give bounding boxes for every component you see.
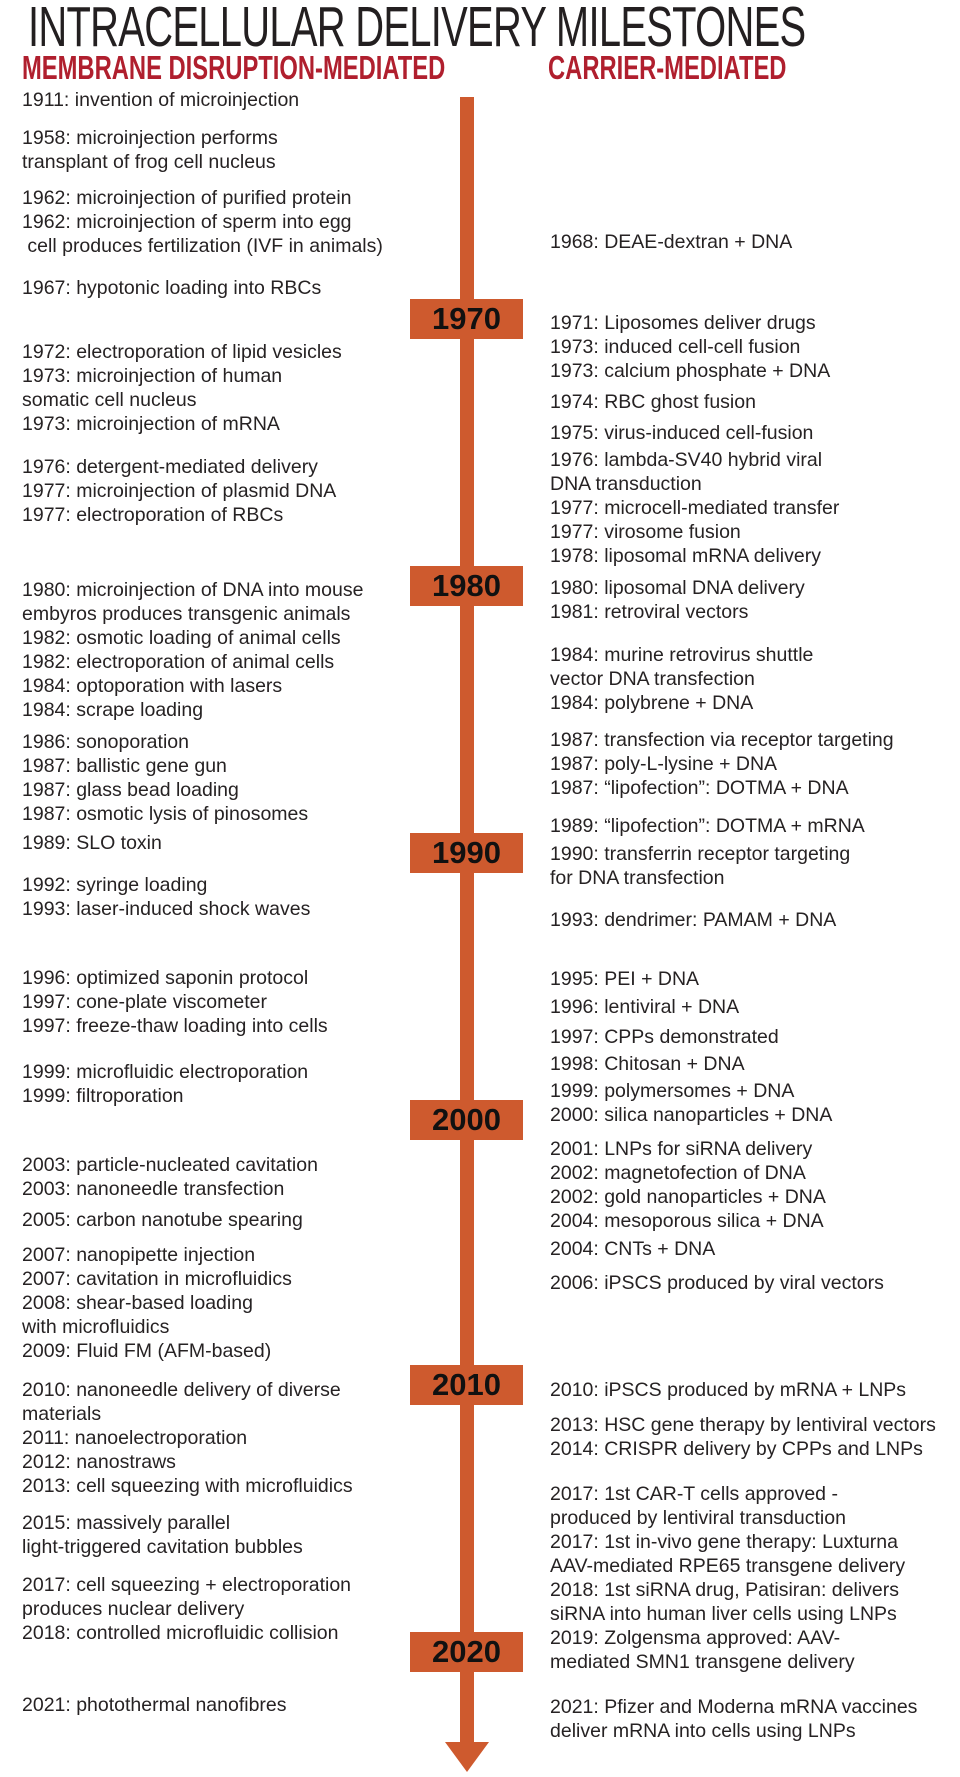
timeline-entry: 2009: Fluid FM (AFM-based): [22, 1340, 272, 1362]
timeline-entry-group: [22, 1060, 308, 1108]
timeline-entry-group: [550, 390, 756, 414]
decade-label: 1970: [432, 301, 501, 336]
timeline-entry-group: [22, 186, 383, 258]
timeline-entry-group: [550, 311, 830, 383]
timeline-entry: 2007: nanopipette injection: [22, 1244, 256, 1266]
timeline-entry-group: [550, 230, 792, 254]
timeline-entry: 1977: electroporation of RBCs: [22, 504, 284, 526]
timeline-entry: 1977: virosome fusion: [550, 521, 741, 543]
timeline-entry: 2008: shear-based loading: [22, 1292, 253, 1314]
timeline-entry-group: [22, 1208, 303, 1232]
timeline-entry: 1987: transfection via receptor targeting: [550, 729, 894, 751]
timeline-entry: 2004: mesoporous silica + DNA: [550, 1210, 824, 1232]
timeline-entry: 1958: microinjection performs: [22, 127, 278, 149]
timeline-entry: 1987: osmotic lysis of pinosomes: [22, 803, 309, 825]
timeline-entry: 2019: Zolgensma approved: AAV-: [550, 1627, 841, 1649]
timeline-entry: 1992: syringe loading: [22, 874, 208, 896]
timeline-entry: 1993: dendrimer: PAMAM + DNA: [550, 909, 837, 931]
timeline-entry: 1984: murine retrovirus shuttle: [550, 644, 814, 666]
timeline-entry: 2001: LNPs for siRNA delivery: [550, 1138, 813, 1160]
timeline-entry: light-triggered cavitation bubbles: [22, 1536, 303, 1558]
timeline-entry-group: [550, 1413, 936, 1461]
timeline-entry-group: [22, 1153, 318, 1201]
timeline-entry: 1996: optimized saponin protocol: [22, 967, 309, 989]
timeline-entry-group: [550, 643, 813, 715]
timeline-entry: 1982: osmotic loading of animal cells: [22, 627, 341, 649]
timeline-entry: 2012: nanostraws: [22, 1451, 176, 1473]
timeline-entry: 1999: polymersomes + DNA: [550, 1080, 795, 1102]
timeline-entry: 1982: electroporation of animal cells: [22, 651, 335, 673]
timeline-entry: 1998: Chitosan + DNA: [550, 1053, 745, 1075]
timeline-entry: 2003: particle-nucleated cavitation: [22, 1154, 318, 1176]
timeline-entry: 1989: SLO toxin: [22, 832, 162, 854]
timeline-entry-group: [550, 1378, 906, 1402]
decade-label: 2010: [432, 1367, 501, 1402]
timeline-entry: 2004: CNTs + DNA: [550, 1238, 716, 1260]
timeline-entry-group: [22, 1511, 303, 1559]
timeline-entry: 1976: detergent-mediated delivery: [22, 456, 318, 478]
timeline-entry-group: [550, 448, 839, 568]
timeline-entry: 2017: 1st in-vivo gene therapy: Luxturna: [550, 1531, 898, 1553]
timeline-entry: 1996: lentiviral + DNA: [550, 996, 740, 1018]
timeline-entry: 1995: PEI + DNA: [550, 968, 700, 990]
timeline-entry: 1977: microcell-mediated transfer: [550, 497, 840, 519]
timeline-entry-group: [550, 1079, 832, 1127]
timeline-entry-group: [550, 1137, 826, 1233]
timeline-entry: 2017: cell squeezing + electroporation: [22, 1574, 352, 1596]
timeline-entry: 1973: induced cell-cell fusion: [550, 336, 801, 358]
page-title: INTRACELLULAR DELIVERY MILESTONES: [28, 0, 806, 59]
timeline-entry-group: [22, 1243, 292, 1363]
timeline-entry: 1980: liposomal DNA delivery: [550, 577, 805, 599]
timeline-entry: 1984: optoporation with lasers: [22, 675, 283, 697]
timeline-entry: with microfluidics: [22, 1316, 170, 1338]
timeline-entry-group: [550, 421, 813, 445]
timeline-entry: 1984: scrape loading: [22, 699, 204, 721]
timeline-entry-group: [22, 455, 336, 527]
timeline-entry: embyros produces transgenic animals: [22, 603, 351, 625]
timeline-entry: 1973: calcium phosphate + DNA: [550, 360, 831, 382]
timeline-entry: 2017: 1st CAR-T cells approved -: [550, 1483, 838, 1505]
timeline-entry: 2015: massively parallel: [22, 1512, 231, 1534]
timeline-entry: 2002: gold nanoparticles + DNA: [550, 1186, 826, 1208]
timeline-entry: 1911: invention of microinjection: [22, 89, 300, 111]
timeline-entry: 1971: Liposomes deliver drugs: [550, 312, 816, 334]
timeline-entry-group: [550, 842, 850, 890]
timeline-entry: 2014: CRISPR delivery by CPPs and LNPs: [550, 1438, 923, 1460]
timeline-entry: 1973: microinjection of human: [22, 365, 283, 387]
timeline-entry-group: [550, 1271, 884, 1295]
decade-label: 1980: [432, 568, 501, 603]
timeline-entry-group: [22, 1693, 287, 1717]
timeline-entry: 1962: microinjection of purified protein: [22, 187, 352, 209]
timeline-entry-group: [550, 908, 836, 932]
timeline-entry: 1981: retroviral vectors: [550, 601, 749, 623]
timeline-entry: 1999: filtroporation: [22, 1085, 184, 1107]
timeline-entry: siRNA into human liver cells using LNPs: [550, 1603, 897, 1625]
timeline-entry: 2002: magnetofection of DNA: [550, 1162, 806, 1184]
timeline-entry: 1975: virus-induced cell-fusion: [550, 422, 814, 444]
timeline-entry: 2010: nanoneedle delivery of diverse: [22, 1379, 341, 1401]
timeline-entry-group: [550, 1237, 715, 1261]
timeline-entry: 2018: controlled microfluidic collision: [22, 1622, 339, 1644]
timeline-entry: transplant of frog cell nucleus: [22, 151, 276, 173]
timeline-entry: 1999: microfluidic electroporation: [22, 1061, 309, 1083]
timeline-entry: 1987: poly-L-lysine + DNA: [550, 753, 778, 775]
timeline-entry: 1977: microinjection of plasmid DNA: [22, 480, 337, 502]
timeline-entry-group: [550, 1025, 779, 1049]
timeline-entry: for DNA transfection: [550, 867, 725, 889]
timeline-entry: 2005: carbon nanotube spearing: [22, 1209, 303, 1231]
timeline-entry-group: [22, 1573, 351, 1645]
timeline-entry-group: [550, 1482, 905, 1674]
timeline-entry-group: [550, 728, 894, 800]
decade-label: 2020: [432, 1634, 501, 1669]
timeline-entry: 1972: electroporation of lipid vesicles: [22, 341, 342, 363]
timeline-entry: 1978: liposomal mRNA delivery: [550, 545, 821, 567]
timeline-entry: 1987: glass bead loading: [22, 779, 239, 801]
timeline-entry-group: [22, 126, 278, 174]
timeline-entry: materials: [22, 1403, 102, 1425]
timeline-entry: 1976: lambda-SV40 hybrid viral: [550, 449, 823, 471]
timeline-entry: 1987: ballistic gene gun: [22, 755, 227, 777]
timeline-entry: 1989: “lipofection”: DOTMA + mRNA: [550, 815, 865, 837]
timeline-entry: 1974: RBC ghost fusion: [550, 391, 756, 413]
decade-label: 1990: [432, 835, 501, 870]
timeline-entry: 2021: photothermal nanofibres: [22, 1694, 287, 1716]
timeline-entry-group: [550, 576, 805, 624]
timeline-entry: 1987: “lipofection”: DOTMA + DNA: [550, 777, 849, 799]
timeline-entry: 1997: cone-plate viscometer: [22, 991, 267, 1013]
timeline-entry-group: [22, 578, 363, 722]
timeline-entry: 2006: iPSCS produced by viral vectors: [550, 1272, 884, 1294]
timeline-entry: 1962: microinjection of sperm into egg: [22, 211, 352, 233]
timeline-entry: 1967: hypotonic loading into RBCs: [22, 277, 322, 299]
timeline-entry: 1973: microinjection of mRNA: [22, 413, 280, 435]
timeline-entry-group: [22, 831, 162, 855]
column-right-entries: [550, 0, 955, 1777]
timeline-entry-group: [22, 1378, 353, 1498]
timeline-entry: deliver mRNA into cells using LNPs: [550, 1720, 856, 1742]
timeline-entry: vector DNA transfection: [550, 668, 755, 690]
timeline-entry: 1990: transferrin receptor targeting: [550, 843, 851, 865]
timeline-entry: 2003: nanoneedle transfection: [22, 1178, 285, 1200]
timeline-entry: 2007: cavitation in microfluidics: [22, 1268, 292, 1290]
timeline-entry-group: [550, 967, 699, 991]
timeline-entry: 2018: 1st siRNA drug, Patisiran: delivers: [550, 1579, 900, 1601]
timeline-entry-group: [550, 995, 739, 1019]
timeline-entry: 1993: laser-induced shock waves: [22, 898, 311, 920]
timeline-entry: DNA transduction: [550, 473, 702, 495]
timeline-entry-group: [22, 340, 342, 436]
timeline-entry-group: [22, 730, 308, 826]
timeline-entry: 2013: cell squeezing with microfluidics: [22, 1475, 353, 1497]
decade-label: 2000: [432, 1102, 501, 1137]
timeline-entry: 1984: polybrene + DNA: [550, 692, 754, 714]
timeline-entry: 2011: nanoelectroporation: [22, 1427, 248, 1449]
timeline-entry: 1997: freeze-thaw loading into cells: [22, 1015, 328, 1037]
column-header-carrier-mediated: CARRIER-MEDIATED: [548, 49, 787, 86]
timeline-entry: cell produces fertilization (IVF in animals): [22, 235, 383, 257]
timeline-entry-group: [550, 1052, 745, 1076]
timeline-entry: 2010: iPSCS produced by mRNA + LNPs: [550, 1379, 907, 1401]
timeline-entry-group: [22, 966, 328, 1038]
timeline-entry-group: [22, 873, 310, 921]
timeline-entry: 1986: sonoporation: [22, 731, 189, 753]
timeline-entry: 2000: silica nanoparticles + DNA: [550, 1104, 833, 1126]
timeline-entry-group: [22, 88, 299, 112]
timeline-entry: mediated SMN1 transgene delivery: [550, 1651, 855, 1673]
column-header-membrane-disruption: MEMBRANE DISRUPTION-MEDIATED: [22, 49, 446, 86]
timeline-entry-group: [550, 814, 865, 838]
timeline-entry: produced by lentiviral transduction: [550, 1507, 846, 1529]
timeline-entry: somatic cell nucleus: [22, 389, 197, 411]
timeline-entry: AAV-mediated RPE65 transgene delivery: [550, 1555, 906, 1577]
timeline-entry: 1968: DEAE-dextran + DNA: [550, 231, 793, 253]
timeline-entry: 2013: HSC gene therapy by lentiviral vectors: [550, 1414, 936, 1436]
timeline-entry-group: [22, 276, 321, 300]
timeline-entry: produces nuclear delivery: [22, 1598, 245, 1620]
timeline-entry-group: [550, 1695, 917, 1743]
timeline-entry: 1997: CPPs demonstrated: [550, 1026, 779, 1048]
timeline-bar: [460, 97, 474, 1742]
timeline-entry: 1980: microinjection of DNA into mouse: [22, 579, 364, 601]
column-left-entries: [22, 0, 454, 1777]
timeline-entry: 2021: Pfizer and Moderna mRNA vaccines: [550, 1696, 918, 1718]
